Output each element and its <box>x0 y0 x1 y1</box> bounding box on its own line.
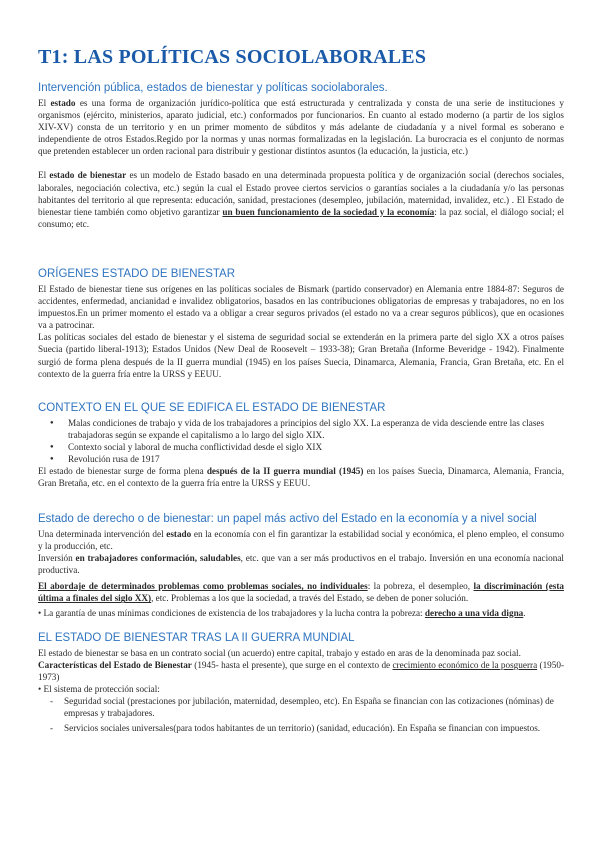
text-run: • La garantía de unas mínimas condiciones de existencia de los trabajadores y la lucha contra la pobreza: <box>38 607 425 618</box>
underlined-term: crecimiento económico de la posguerra <box>392 660 538 671</box>
paragraph-garantia <box>38 607 564 619</box>
list-item: ● Malas condiciones de trabajo y vida de los trabajadores a principios del siglo XX. La esperanza de vida desciende entre las clases trabajadoras según se expande el capitalismo a lo largo del siglo XIX. <box>38 417 564 441</box>
underlined-bold-term: derecho a una vida digna <box>424 607 524 618</box>
text-run: : la paz social, el diálogo social; el consumo; etc. <box>38 206 564 229</box>
section-body-origenes <box>38 283 564 380</box>
section-heading-contexto: CONTEXTO EN EL QUE SE EDIFICA EL ESTADO DE BIENESTAR <box>38 402 386 414</box>
text-run: El <box>38 170 50 181</box>
text-run: Una determinada intervención del <box>38 529 167 539</box>
underlined-bold-term: El abordaje de determinados problemas como problemas sociales, no individuales <box>38 581 368 592</box>
paragraph-surgimiento <box>38 465 564 489</box>
text-run: (1950-1973) <box>38 660 565 683</box>
section-body-tras-guerra <box>38 647 564 734</box>
section-body-estado-derecho <box>38 528 564 619</box>
text-run: es una forma de organización jurídico-política que está estructurada y centralizada y consta de una serie de instituciones y organismos (ejército, ministerios, aparato judicial, etc.) conformados por funcionarios. En cuanto al estado moderno (a partir de los siglos XIV-XV) consta de un territorio y en un primer momento de súbditos y más adelante de ciudadanía y a nivel formal es soberano e independiente de otros Estados.Regido por la normas y unas normas formalizadas en la legislación. La burocracia es el conjunto de normas que pretenden establecer un orden racional para distribuir y gestionar distintos asuntos (la educación, la justicia, etc.) <box>38 98 564 157</box>
protection-dash-list <box>38 695 564 733</box>
list-item: ● Revolución rusa de 1917 <box>38 453 564 465</box>
bold-term: estado de bienestar <box>49 170 127 181</box>
text-run: en la economía con el fin garantizar la estabilidad social y económica, el pleno empleo, el consumo y la producción, etc. <box>38 529 564 552</box>
list-item: ● Contexto social y laboral de mucha conflictividad desde el siglo XIX <box>38 441 564 453</box>
text-run: El <box>38 98 51 108</box>
paragraph-estado-bienestar <box>38 169 564 229</box>
section-heading-tras-guerra: EL ESTADO DE BIENESTAR TRAS LA II GUERRA MUNDIAL <box>38 632 355 644</box>
text-run: El estado de bienestar surge de forma plena <box>38 466 207 477</box>
paragraph-inversion <box>38 552 564 576</box>
paragraph-sistema-proteccion: • El sistema de protección social: <box>38 684 160 695</box>
text-run: . <box>523 607 526 618</box>
paragraph-abordaje <box>38 580 564 604</box>
section-heading-origenes: ORÍGENES ESTADO DE BIENESTAR <box>38 268 236 280</box>
paragraph-caracteristicas <box>38 659 564 683</box>
context-bullet-list <box>38 417 564 465</box>
text-run: , etc. Problemas a los que la sociedad, a través del Estado, se deben de poner solución. <box>151 593 469 604</box>
list-item: - Servicios sociales universales(para todos habitantes de un territorio) (sanidad, educación). En España se financian con impuestos. <box>38 722 564 734</box>
underlined-bold-term: la discriminación (esta última a finales del siglo XX) <box>38 581 564 604</box>
bold-term: en trabajadores conformación, saludables <box>75 553 241 564</box>
section-heading-intervencion: Intervención pública, estados de bienestar y políticas sociolaborales. <box>38 82 388 94</box>
underlined-bold-term: un buen funcionamiento de la sociedad y la economía <box>222 206 435 217</box>
list-item: - Seguridad social (prestaciones por jubilación, maternidad, desempleo, etc). En España se financian con las cotizaciones (nóminas) de empresas y trabajadores. <box>38 695 564 719</box>
document-title: T1: LAS POLÍTICAS SOCIOLABORALES <box>38 46 427 68</box>
bold-term: estado <box>50 98 76 108</box>
paragraph-intervencion <box>38 528 564 552</box>
text-run: , etc. que van a ser más productivos en el trabajo. Inversión en una economía nacional productiva. <box>38 553 564 576</box>
bold-term: Características del Estado de Bienestar <box>38 660 192 671</box>
text-run: es un modelo de Estado basado en una determinada propuesta política y de organización social (derechos sociales, laborales, negociación colectiva, etc.) según la cual el Estado provee ciertos servicios o garantías sociales a la ciudadanía y/o las personas habitantes del territorio al que representa: educación, sanidad, prestaciones (desempleo, jubilación, maternidad, invalidez, etc.) . El Estado de bienestar tiene también como objetivo garantizar <box>38 170 565 217</box>
paragraph-estado <box>38 97 564 157</box>
bold-term: después de la II guerra mundial (1945) <box>206 466 364 477</box>
text-run: (1945- hasta el presente), que surge en el contexto de <box>191 660 393 671</box>
section-body-contexto <box>38 417 564 490</box>
section-body-intervencion <box>38 97 564 230</box>
text-run: en los países Suecia, Dinamarca, Alemania, Francia, Gran Bretaña, etc. en el contexto de la guerra fría entre la URSS y EEUU. <box>38 466 565 489</box>
bold-term: estado <box>166 529 192 539</box>
paragraph-bismark: El Estado de bienestar tiene sus orígenes en las políticas sociales de Bismark (partido conservador) en Alemania entre 1884-87: Seguros de accidentes, enfermedad, ancianidad e invalidez obligatorios, basados en las contribuciones obligatorias de empresas y trabajadores, no en los impuestos.En un primer momento el estado va a obligar a crear seguros privados (el estado no va a crear seguros públicos), que en ocasiones va a patrocinar. <box>38 284 564 331</box>
text-run: : la pobreza, el desempleo, <box>367 581 474 592</box>
section-heading-estado-derecho: Estado de derecho o de bienestar: un papel más activo del Estado en la economía y a nivel social <box>38 513 537 525</box>
paragraph-contrato-social: El estado de bienestar se basa en un contrato social (un acuerdo) entre capital, trabajo y estado en aras de la denominada paz social. <box>38 648 521 658</box>
paragraph-extension: Las políticas sociales del estado de bienestar y el sistema de seguridad social se extenderán en la primera parte del siglo XX a otros países Suecia (partido liberal-1913); Estados Unidos (New Deal de Roosevelt – 1933-38); Gran Bretaña (Informe Beveridge - 1942). Finalmente surgió de forma plena después de la II guerra mundial (1945) en los países Suecia, Dinamarca, Alemania, Francia, Gran Bretaña, etc. En el contexto de la guerra fría entre la URSS y EEUU. <box>38 332 564 379</box>
text-run: Inversión <box>38 553 76 564</box>
